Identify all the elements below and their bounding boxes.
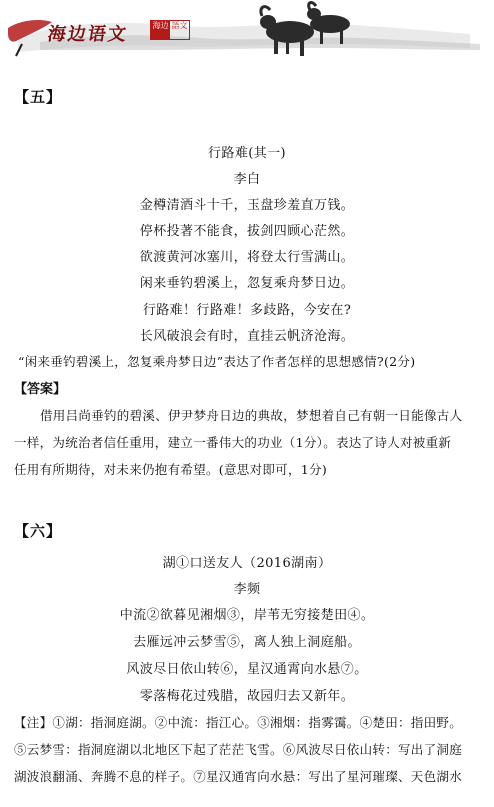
section-5-label: 【五】 bbox=[14, 88, 63, 106]
notes-line: 【注】①湖：指洞庭湖。②中流：指江心。③湘烟：指雾霭。④楚田：指田野。 bbox=[14, 715, 463, 730]
poem-6-title: 湖①口送友人（2016湖南） bbox=[162, 556, 332, 571]
poem-6-line: 风波尽日依山转⑥，星汉通霄向水悬⑦。 bbox=[126, 662, 368, 677]
poem-5-author: 李白 bbox=[233, 172, 261, 187]
notes-line: 湖波浪翻涌、奔腾不息的样子。⑦星汉通宵向水悬：写出了星河璀璨、天色湖水 bbox=[14, 769, 463, 784]
seal-right-text: 語文 bbox=[171, 21, 188, 30]
poem-6-line: 去雁远冲云梦雪⑤，离人独上洞庭船。 bbox=[133, 635, 361, 650]
brand-title: 海边语文 bbox=[46, 24, 130, 45]
poem-5-line: 停杯投著不能食，拔剑四顾心茫然。 bbox=[139, 224, 355, 239]
poem-5-line: 欲渡黄河冰塞川，将登太行雪满山。 bbox=[139, 250, 355, 265]
poem-5-title: 行路难(其一) bbox=[208, 146, 286, 161]
poem-5-line: 长风破浪会有时，直挂云帆济沧海。 bbox=[139, 329, 355, 344]
answer-line: 借用吕尚垂钓的碧溪、伊尹梦舟日边的典故，梦想着自己有朝一日能像古人 bbox=[40, 408, 463, 423]
question-5: “闲来垂钓碧溪上，忽复乘舟梦日边”表达了作者怎样的思想感情?(2分) bbox=[18, 354, 416, 369]
header-banner bbox=[0, 0, 494, 62]
answer-line: 一样，为统治者信任重用，建立一番伟大的功业（1分）。表达了诗人对被重新 bbox=[14, 435, 452, 450]
poem-6-author: 李频 bbox=[233, 582, 261, 597]
poem-5-line: 闲来垂钓碧溪上，忽复乘舟梦日边。 bbox=[139, 276, 355, 291]
poem-6-line: 中流②欲暮见湘烟③，岸苇无穷接楚田④。 bbox=[119, 608, 375, 623]
brand-seal bbox=[150, 20, 190, 40]
answer-line: 任用有所期待，对未来仍抱有希望。(意思对即可，1分) bbox=[14, 462, 328, 477]
poem-5-line: 金樽清酒斗十千，玉盘珍羞直万钱。 bbox=[139, 198, 355, 213]
notes-line: ⑤云梦雪：指洞庭湖以北地区下起了茫茫飞雪。⑥风波尽日依山转：写出了洞庭 bbox=[14, 742, 463, 757]
section-6-label: 【六】 bbox=[14, 522, 63, 540]
seal-left-text: 海边 bbox=[151, 21, 170, 39]
answer-label: 【答案】 bbox=[14, 382, 67, 397]
poem-6-line: 零落梅花过残腊，故园归去又新年。 bbox=[139, 689, 355, 704]
poem-5-line: 行路难！行路难！多歧路，今安在? bbox=[142, 303, 352, 318]
